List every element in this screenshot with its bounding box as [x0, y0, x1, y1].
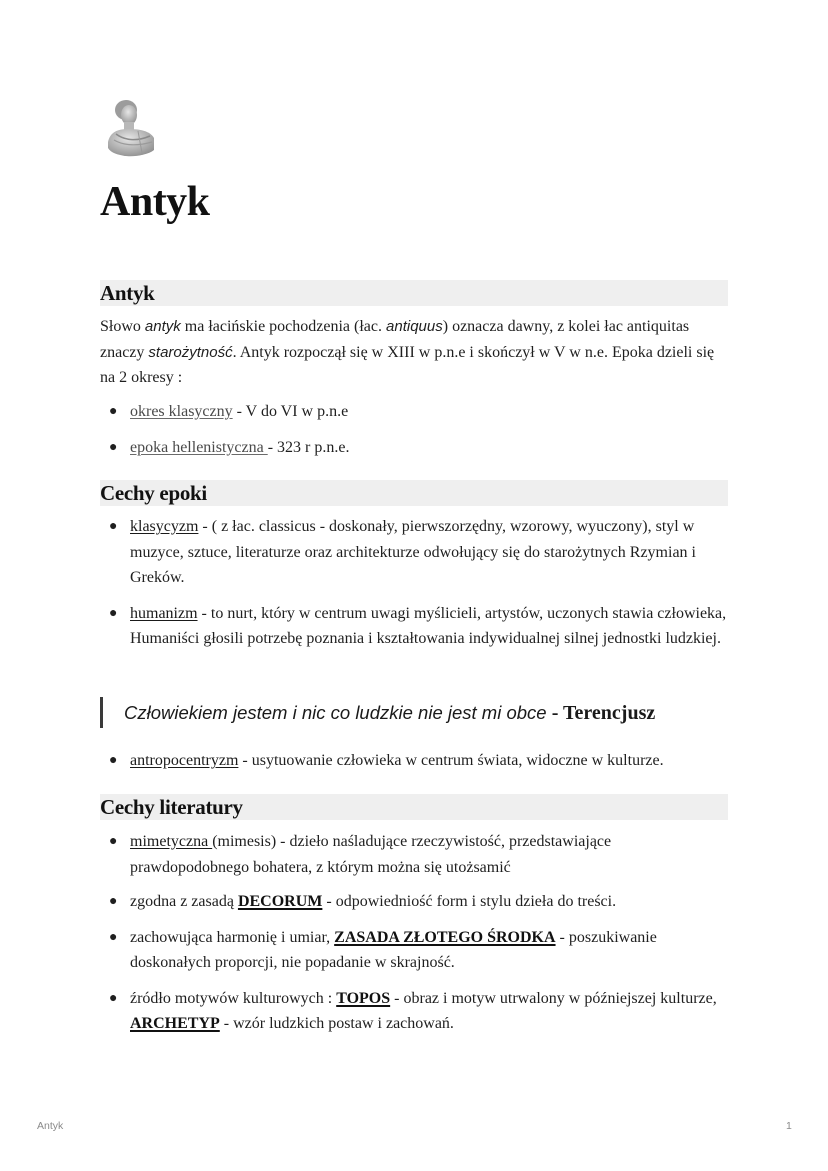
- bullet-icon: ●: [109, 605, 118, 621]
- text: - 323 r p.n.e.: [267, 438, 350, 456]
- list-item: [100, 748, 728, 774]
- link-okres-klasyczny[interactable]: okres klasyczny: [130, 403, 233, 420]
- footer-title: Antyk: [37, 1120, 64, 1132]
- text: ) oznacza dawny, z kolei łac antiquitas znaczy: [100, 318, 690, 361]
- blockquote: [100, 697, 728, 728]
- bullet-icon: ●: [109, 439, 118, 455]
- text: - usytuowanie człowieka w centrum świata, widoczne w kulturze.: [238, 752, 664, 769]
- text: - odpowiedniość form i stylu dzieła do treści.: [322, 893, 617, 910]
- text: - wzór ludzkich postaw i zachowań.: [219, 1015, 454, 1032]
- list-item: [100, 399, 728, 425]
- text: - poszukiwanie doskonałych proporcji, nie popadanie w skrajność.: [130, 928, 657, 971]
- bullet-icon: ●: [109, 990, 118, 1006]
- quote-text: [124, 699, 655, 727]
- quote-author: - Terencjusz: [551, 702, 656, 724]
- text: źródło motywów kulturowych :: [130, 989, 337, 1007]
- epoch-features-list: [100, 514, 728, 652]
- term-humanizm: humanizm: [130, 604, 198, 622]
- term-klasycyzm: klasycyzm: [130, 518, 199, 535]
- page-title: Antyk: [100, 179, 210, 225]
- text: - obraz i motyw utrwalony w późniejszej kulturze,: [390, 989, 717, 1007]
- text: ma łacińskie pochodzenia (łac.: [180, 318, 387, 335]
- text: - V do VI w p.n.e: [232, 403, 349, 420]
- italic-term: antiquus: [386, 318, 443, 335]
- text: zgodna z zasadą: [130, 893, 238, 910]
- intro-paragraph: [100, 314, 728, 391]
- section-heading-antyk: Antyk: [100, 280, 728, 306]
- list-item: [100, 601, 728, 652]
- term-decorum: DECORUM: [237, 893, 323, 910]
- term-archetyp: ARCHETYP: [130, 1015, 220, 1032]
- list-item: [100, 514, 728, 591]
- bullet-icon: ●: [109, 894, 118, 909]
- text: (mimesis) - dzieło naśladujące rzeczywistość, przedstawiające prawdopodobnego bohatera, z którym można się utożsamić: [130, 833, 612, 876]
- italic-term: starożytność: [148, 343, 233, 361]
- text: . Antyk rozpoczął się w XIII w p.n.e i skończył w V w n.e. Epoka dzieli się na 2 okresy :: [100, 343, 715, 386]
- list-item: [100, 829, 728, 880]
- quote-content: Człowiekiem jestem i nic co ludzkie nie jest mi obce: [124, 702, 552, 723]
- list-item: [100, 986, 728, 1037]
- bullet-icon: ●: [109, 404, 118, 419]
- link-epoka-hellenistyczna[interactable]: epoka hellenistyczna: [130, 438, 268, 456]
- text: - to nurt, który w centrum uwagi myślicieli, artystów, uczonych stawia człowieka, Humaniści głosili potrzebę poznania i kształtowania indywidualnej silnej jednostki ludzkiej.: [130, 604, 727, 647]
- literature-features-list: [100, 829, 728, 1037]
- epoch-features-list-2: [100, 748, 728, 774]
- bullet-icon: ●: [109, 753, 118, 768]
- page-number: 1: [786, 1120, 792, 1132]
- list-item: [100, 889, 728, 915]
- section-heading-cechy-literatury: Cechy literatury: [100, 794, 728, 820]
- bullet-icon: ●: [109, 929, 118, 945]
- classical-bust-icon: [104, 98, 160, 160]
- bullet-icon: ●: [109, 834, 118, 849]
- section-heading-cechy-epoki: Cechy epoki: [100, 480, 728, 506]
- bullet-icon: ●: [109, 519, 118, 534]
- list-item: [100, 435, 728, 461]
- list-item: [100, 925, 728, 976]
- periods-list: [100, 399, 728, 460]
- text: zachowująca harmonię i umiar,: [130, 928, 335, 946]
- term-antropocentryzm: antropocentryzm: [130, 752, 239, 769]
- term-mimetyczna: mimetyczna: [130, 833, 213, 850]
- term-topos: TOPOS: [336, 989, 391, 1007]
- quote-bar: [100, 697, 103, 728]
- term-zasada-zlotego-srodka: ZASADA ZŁOTEGO ŚRODKA: [334, 928, 556, 946]
- text: Słowo: [100, 318, 145, 335]
- text: - ( z łac. classicus - doskonały, pierwszorzędny, wzorowy, wyuczony), styl w muzyce, sztuce, literaturze oraz architekturze odwołujący się do starożytnych Rzymian i Greków.: [130, 518, 696, 586]
- italic-term: antyk: [144, 318, 181, 335]
